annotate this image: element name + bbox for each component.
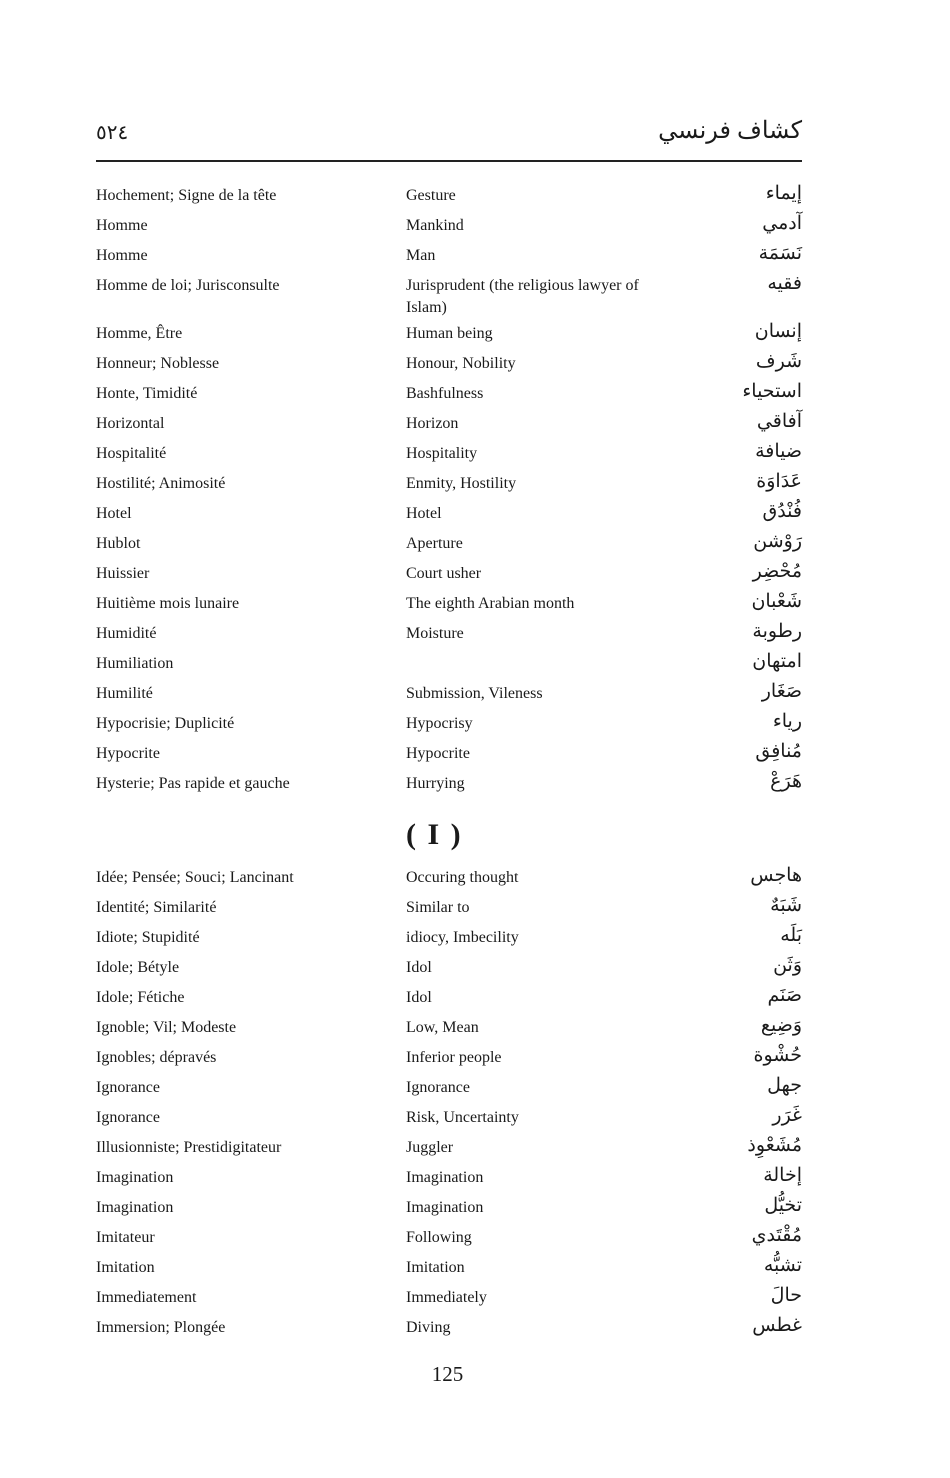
arabic-term: ضيافة <box>755 441 802 462</box>
english-term: Submission, Vileness <box>406 685 543 702</box>
entry-row <box>96 272 802 320</box>
entry-row <box>96 1224 802 1254</box>
french-term: Homme <box>96 247 148 264</box>
arabic-term: شَبَهٌ <box>770 895 802 916</box>
english-term: Risk, Uncertainty <box>406 1109 519 1126</box>
french-term: Horizontal <box>96 415 165 432</box>
arabic-term: حُشْوة <box>753 1045 802 1066</box>
french-term: Humidité <box>96 625 157 642</box>
english-term: Aperture <box>406 535 463 552</box>
french-term: Illusionniste; Prestidigitateur <box>96 1139 282 1156</box>
french-term: Humiliation <box>96 655 174 672</box>
page-number-arabic: ٥٢٤ <box>96 122 129 144</box>
english-term: Hotel <box>406 505 442 522</box>
french-term: Huitième mois lunaire <box>96 595 240 612</box>
french-term: Hotel <box>96 505 132 522</box>
english-term: Juggler <box>406 1139 454 1156</box>
entry-row <box>96 182 802 212</box>
entry-row <box>96 1164 802 1194</box>
english-term: idiocy, Imbecility <box>406 929 519 946</box>
arabic-term: صَنَم <box>767 985 802 1006</box>
entry-row <box>96 1014 802 1044</box>
english-term: Hurrying <box>406 775 465 792</box>
entry-row <box>96 1284 802 1314</box>
entry-row <box>96 954 802 984</box>
french-term: Immediatement <box>96 1289 197 1306</box>
arabic-term: هَرَعْ <box>770 771 802 792</box>
french-term: Homme, Être <box>96 325 183 342</box>
french-term: Imitation <box>96 1259 155 1276</box>
arabic-term: وَثَن <box>773 955 802 976</box>
french-term: Ignoble; Vil; Modeste <box>96 1019 237 1036</box>
arabic-term: مُحْضِر <box>752 561 802 582</box>
entry-row <box>96 242 802 272</box>
entry-row <box>96 212 802 242</box>
french-term: Idée; Pensée; Souci; Lancinant <box>96 869 294 886</box>
english-term: Idol <box>406 989 432 1006</box>
entry-row <box>96 530 802 560</box>
arabic-term: مُشَعْوِذ <box>747 1135 802 1156</box>
entry-row <box>96 560 802 590</box>
arabic-term: آدمي <box>762 213 802 234</box>
arabic-term: إنسان <box>754 321 802 342</box>
english-term: Hypocrite <box>406 745 470 762</box>
entry-row <box>96 470 802 500</box>
entry-row <box>96 1134 802 1164</box>
arabic-term: آفاقي <box>756 411 802 432</box>
entry-row <box>96 1194 802 1224</box>
english-term: Imagination <box>406 1199 484 1216</box>
page-header <box>96 112 802 152</box>
english-term: Imitation <box>406 1259 465 1276</box>
french-term: Honneur; Noblesse <box>96 355 220 372</box>
english-term: Honour, Nobility <box>406 355 516 372</box>
header-divider <box>96 160 802 162</box>
arabic-term: رَوْشن <box>753 531 802 552</box>
entries-list-i <box>96 864 802 1344</box>
arabic-term: شَعْبان <box>751 591 802 612</box>
french-term: Hostilité; Animosité <box>96 475 226 492</box>
french-term: Immersion; Plongée <box>96 1319 226 1336</box>
english-term: Hypocrisy <box>406 715 473 732</box>
page-number: 125 <box>431 1362 464 1386</box>
french-term: Imagination <box>96 1199 174 1216</box>
arabic-term: امتهان <box>752 651 802 672</box>
english-term: The eighth Arabian month <box>406 595 575 612</box>
entry-row <box>96 710 802 740</box>
arabic-term: بَلَه <box>780 925 802 946</box>
english-term: Court usher <box>406 565 482 582</box>
english-term: Similar to <box>406 899 470 916</box>
entry-row <box>96 350 802 380</box>
arabic-term: مُنافِق <box>755 741 802 762</box>
entries-list-h <box>96 182 802 800</box>
entry-row <box>96 1074 802 1104</box>
english-term: Occuring thought <box>406 869 519 886</box>
english-term: Inferior people <box>406 1049 502 1066</box>
french-term: Identité; Similarité <box>96 899 217 916</box>
french-term: Idole; Fétiche <box>96 989 185 1006</box>
arabic-term: رياء <box>772 711 802 732</box>
french-term: Hochement; Signe de la tête <box>96 187 277 204</box>
entry-row <box>96 1044 802 1074</box>
arabic-term: فُنْدُق <box>762 501 802 522</box>
entry-row <box>96 1254 802 1284</box>
english-term <box>406 650 676 653</box>
english-term: Diving <box>406 1319 451 1336</box>
entry-row <box>96 894 802 924</box>
french-term: Hospitalité <box>96 445 167 462</box>
arabic-term: فقيه <box>767 273 802 294</box>
french-term: Honte, Timidité <box>96 385 198 402</box>
french-term: Imitateur <box>96 1229 155 1246</box>
french-term: Ignorance <box>96 1109 160 1126</box>
english-term: Hospitality <box>406 445 478 462</box>
arabic-term: تشبُّه <box>763 1255 802 1276</box>
english-term: Ignorance <box>406 1079 470 1096</box>
english-term: Moisture <box>406 625 464 642</box>
entry-row <box>96 740 802 770</box>
french-term: Idole; Bétyle <box>96 959 180 976</box>
entry-row <box>96 320 802 350</box>
entry-row <box>96 1314 802 1344</box>
english-term: Idol <box>406 959 432 976</box>
arabic-term: شَرف <box>755 351 802 372</box>
arabic-term: إيماء <box>765 183 802 204</box>
french-term: Hublot <box>96 535 141 552</box>
french-term: Hysterie; Pas rapide et gauche <box>96 775 290 792</box>
french-term: Homme <box>96 217 148 234</box>
entry-row <box>96 500 802 530</box>
entry-row <box>96 924 802 954</box>
arabic-term: جهل <box>767 1075 802 1096</box>
arabic-term: غطس <box>752 1315 802 1336</box>
entry-row <box>96 440 802 470</box>
arabic-term: صَغَار <box>761 681 802 702</box>
arabic-term: عَدَاوَة <box>756 471 802 492</box>
english-term: Bashfulness <box>406 385 484 402</box>
page-title: كشاف فرنسي <box>658 118 802 144</box>
english-term: Human being <box>406 325 493 342</box>
french-term: Idiote; Stupidité <box>96 929 200 946</box>
entry-row <box>96 864 802 894</box>
french-term: Hypocrisie; Duplicité <box>96 715 235 732</box>
french-term: Homme de loi; Jurisconsulte <box>96 277 280 294</box>
english-term: Jurisprudent (the religious lawyer of Islam) <box>406 277 639 316</box>
arabic-term: تخيُّل <box>764 1195 802 1216</box>
entry-row <box>96 770 802 800</box>
english-term: Horizon <box>406 415 459 432</box>
english-term: Gesture <box>406 187 456 204</box>
entry-row <box>96 1104 802 1134</box>
french-term: Ignobles; dépravés <box>96 1049 217 1066</box>
english-term: Enmity, Hostility <box>406 475 517 492</box>
entry-row <box>96 620 802 650</box>
entry-row <box>96 984 802 1014</box>
arabic-term: غَرَر <box>772 1105 802 1126</box>
french-term: Huissier <box>96 565 150 582</box>
french-term: Imagination <box>96 1169 174 1186</box>
arabic-term: وَضِيع <box>760 1015 802 1036</box>
arabic-term: نَسَمَة <box>758 243 802 264</box>
english-term: Man <box>406 247 436 264</box>
entry-row <box>96 680 802 710</box>
english-term: Imagination <box>406 1169 484 1186</box>
entry-row <box>96 590 802 620</box>
arabic-term: مُقْتَدي <box>751 1225 802 1246</box>
french-term: Humilité <box>96 685 153 702</box>
entry-row <box>96 650 802 680</box>
entry-row <box>96 410 802 440</box>
entry-row <box>96 380 802 410</box>
french-term: Hypocrite <box>96 745 160 762</box>
section-heading-i: ( I ) <box>406 818 463 851</box>
arabic-term: إخالة <box>763 1165 802 1186</box>
english-term: Immediately <box>406 1289 487 1306</box>
french-term: Ignorance <box>96 1079 160 1096</box>
arabic-term: استحياء <box>742 381 802 402</box>
english-term: Low, Mean <box>406 1019 479 1036</box>
english-term: Following <box>406 1229 472 1246</box>
arabic-term: هاجس <box>750 865 802 886</box>
arabic-term: حالَ <box>770 1285 802 1306</box>
english-term: Mankind <box>406 217 464 234</box>
arabic-term: رطوبة <box>752 621 802 642</box>
